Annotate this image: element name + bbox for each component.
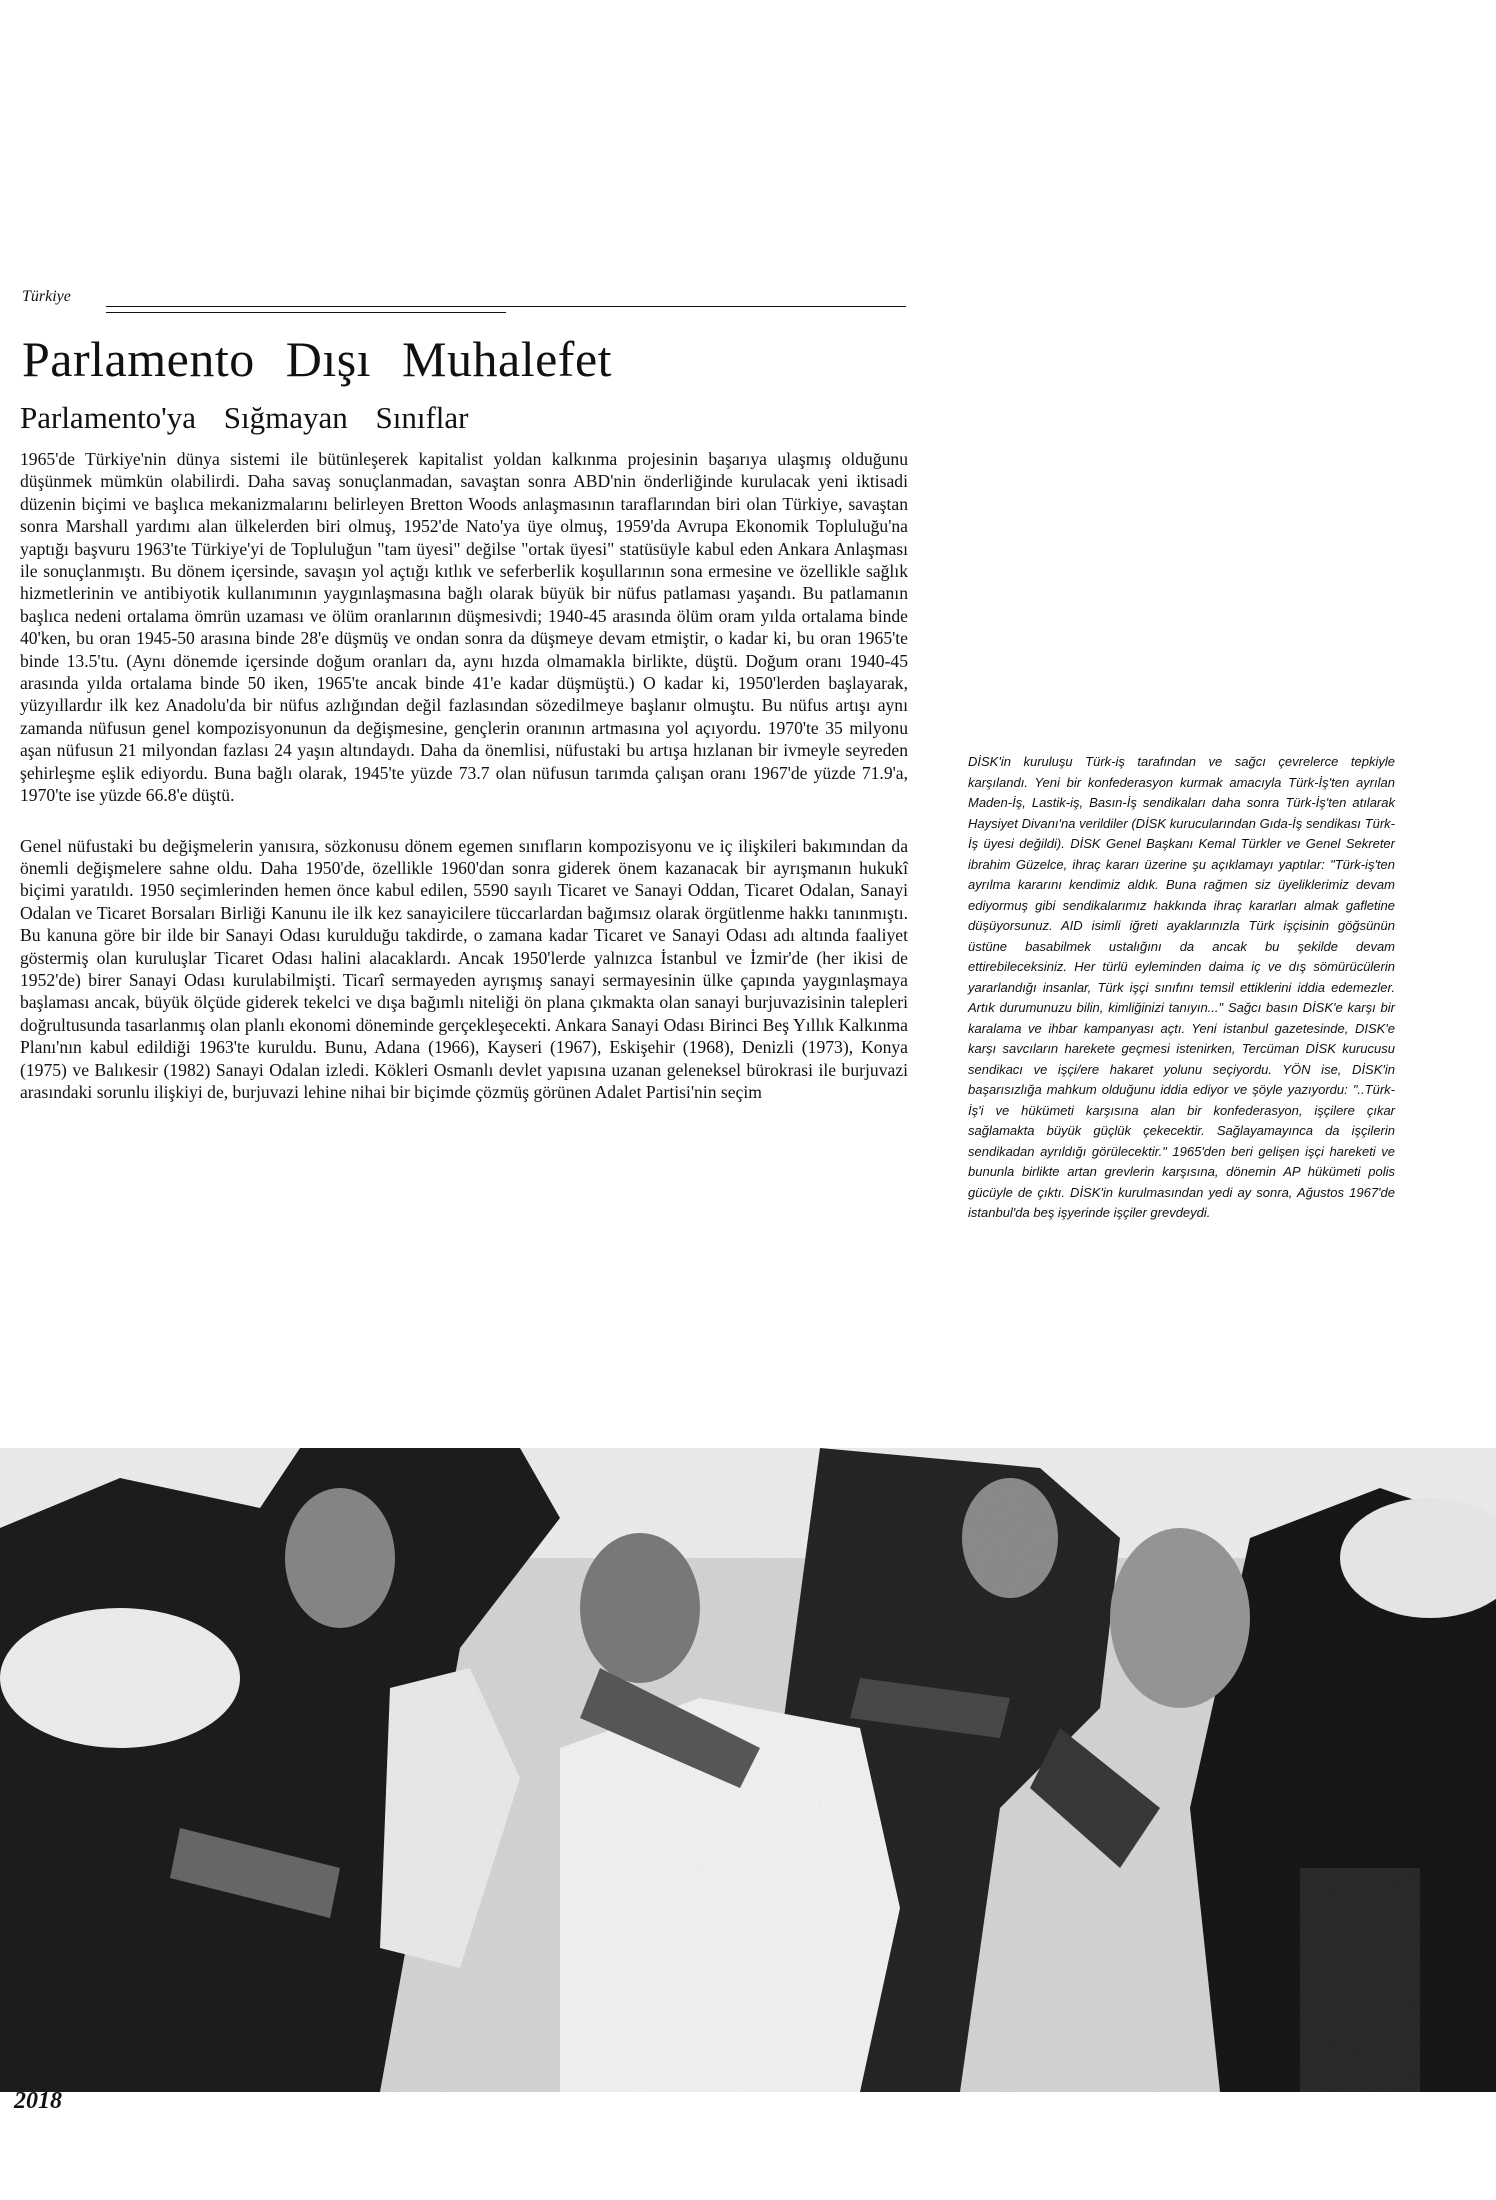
- article-subtitle: Parlamento'ya Sığmayan Sınıflar: [20, 400, 469, 435]
- body-paragraph: Genel nüfustaki bu değişmelerin yanısıra, sözkonusu dönem egemen sınıfların kompozisyonu ve iç ilişkileri bakımından da önemli değişmelere sahne oldu. Daha 1950'de, özellikle 1960'dan sonra giderek önem kazanacak bir ayrışmanın hukukî biçimi yaratıldı. 1950 seçimlerinden hemen önce kabul edilen, 5590 sayılı Ticaret ve Sanayi Oddan, Ticaret Odalan, Sanayi Odalan ve Ticaret Borsaları Birliği Kanunu ile ilk kez sanayicilere tüccarlardan bağımsız olarak örgütlenme hakkı tanınmıştı. Bu kanuna göre bir ilde bir Sanayi Odası kurulduğu takdirde, o zamana kadar Ticaret ve Sanayi Odası adı altında faaliyet göstermiş olan kuruluşlar Ticaret Odası halini alacaklardı. Ancak 1950'lerde yalnızca İstanbul ve İzmir'de (her ikisi de 1952'de) birer Sanayi Odası kurulabilmişti. Ticarî sermayeden ayrışmış sanayi sermayesinin ülke çapında yaygınlaşmaya başlaması ancak, büyük ölçüde giderek tekelci ve dışa bağımlı niteliği ön plana çıkmakta olan sanayi burjuvazisinin talepleri doğrultusunda tasarlanmış olan planlı ekonomi döneminde gerçekleşecekti. Ankara Sanayi Odası Birinci Beş Yıllık Kalkınma Planı'nın kabul edildiği 1963'te kuruldu. Bunu, Adana (1966), Kayseri (1967), Eskişehir (1968), Denizli (1973), Konya (1975) ve Balıkesir (1982) Sanayi Odalan izledi. Kökleri Osmanlı devlet yapısına uzanan geleneksel bürokrasi ile burjuvazi arasındaki sorunlu ilişkiyi de, burjuvazi lehine nihai bir biçimde çözmüş görünen Adalet Partisi'nin seçim: [20, 835, 908, 1102]
- page-number: 2018: [14, 2088, 62, 2114]
- protest-photo: [0, 1448, 1496, 2092]
- article-title: Parlamento Dışı Muhalefet: [22, 331, 613, 387]
- article-body: [20, 448, 908, 1103]
- header-rule: [106, 306, 906, 307]
- body-paragraph: 1965'de Türkiye'nin dünya sistemi ile bütünleşerek kapitalist yoldan kalkınma projesinin başarıya ulaşmış olduğunu düşünmek mümkün olabilirdi. Daha savaş sonuçlanmadan, savaştan sonra ABD'nin önderliğinde kurulacak yeni iktisadi düzenin biçimi ve başlıca mekanizmalarını belirleyen Bretton Woods anlaşmasının taraflarından biri olan Türkiye, savaştan sonra Marshall yardımı alan ülkelerden biri olmuş, 1952'de Nato'ya üye olmuş, 1959'da Avrupa Ekonomik Topluluğu'na yaptığı başvuru 1963'te Türkiye'yi de Topluluğun "tam üyesi" değilse "ortak üyesi" statüsüyle kabul eden Ankara Anlaşması ile sonuçlanmıştı. Bu dönem içersinde, savaşın yol açtığı kıtlık ve seferberlik koşullarının sona ermesine ve özellikle sağlık hizmetlerinin ve antibiyotik kullanımının yaygınlaşmasına bağlı olarak büyük bir nüfus patlaması yaşandı. Bu patlamanın başlıca nedeni ortalama ömrün uzaması ve ölüm oranlarının düşmesivdi; 1940-45 arasında ölüm oram yılda ortalama binde 40'ken, bu oran 1945-50 arasına binde 28'e düşmüş ve ondan sonra da düşmeye devam etmiştir, o kadar ki, bu oran 1965'te binde 13.5'tu. (Aynı dönemde içersinde doğum oranları da, aynı hızda olmamakla birlikte, düştü. Doğum oranı 1940-45 arasında yılda ortalama binde 50 iken, 1965'te ancak binde 41'e kadar düşmüştü.) O kadar ki, 1950'lerden başlayarak, yüzyıllardır ilk kez Anadolu'da bir nüfus azlığından değil fazlasından sözedilmeye başlanır olmuştu. Bu nüfus artışı aynı zamanda nüfusun genel kompozisyonunun da değişmesine, gençlerin oranının artmasına yol açıyordu. 1970'te 35 milyonu aşan nüfusun 21 milyondan fazlası 24 yaşın altındaydı. Daha da önemlisi, nüfustaki bu artışa hızlanan bir ivmeyle seyreden şehirleşme eşlik ediyordu. Buna bağlı olarak, 1945'te yüzde 73.7 olan nüfusun tarımda çalışan oranı 1967'de yüzde 71.9'a, 1970'te ise yüzde 66.8'e düştü.: [20, 449, 908, 806]
- section-label: Türkiye: [22, 288, 71, 305]
- photo-caption: DİSK'in kuruluşu Türk-iş tarafından ve sağcı çevrelerce tepkiyle karşılandı. Yeni bir konfederasyon kurmak amacıyla Türk-İş'ten ayrılan Maden-İş, Lastik-iş, Basın-İş sendikaları daha sonra Türk-İş'ten atılarak Haysiyet Divanı'na verildiler (DİSK kurucularından Gıda-İş sendikası Türk-İş üyesi değildi). DİSK Genel Başkanı Kemal Türkler ve Genel Sekreter ibrahim Güzelce, ihraç kararı üzerine şu açıklamayı yaptılar: "Türk-iş'ten ayrılma kararını kendimiz aldık. Buna rağmen siz üyeliklerimiz devam ediyormuş gibi sendikalarımız hakkında ihraç kararları almak gafletine düşüyorsunuz. AID isimli iğreti ayaklarınızla Türk işçisinin göğsünün üstüne basabilmek ustalığını da ancak bu şekilde devam ettirebileceksiniz. Her türlü eyleminden daima iç ve dış sömürücülerin yararlandığı insanlar, Türk işçi sınıfını temsil ettiklerini iddia edemezler. Artık durumunuzu bilin, kimliğinizi tanıyın..." Sağcı basın DİSK'e karşı bir karalama ve ihbar kampanyası açtı. Yeni istanbul gazetesinde, DISK'e karşı savcıların harekete geçmesi istenirken, Tercüman DİSK kurucusu sendikacı ve işçi/ere hakaret yolunu seçiyordu. YÖN ise, DİSK'in başarısızlığa mahkum olduğunu iddia ediyor ve şöyle yazıyordu: "..Türk-İş'i ve hükümeti karşısına alan bir konfederasyon, işçilere çıkar sağlamakta büyük güçlük çekecektir. Sağlayamayınca da işçilerin sendikadan ayrıldığı görülecektir." 1965'den beri gelişen işçi hareketi ve bununla birlikte artan grevlerin karşısına, dönemin AP hükümeti polis gücüyle de çıktı. DİSK'in kurulmasından yedi ay sonra, Ağustos 1967'de istanbul'da beş işyerinde işçiler grevdeydi.: [968, 754, 1395, 1220]
- header-rule-secondary: [106, 312, 506, 313]
